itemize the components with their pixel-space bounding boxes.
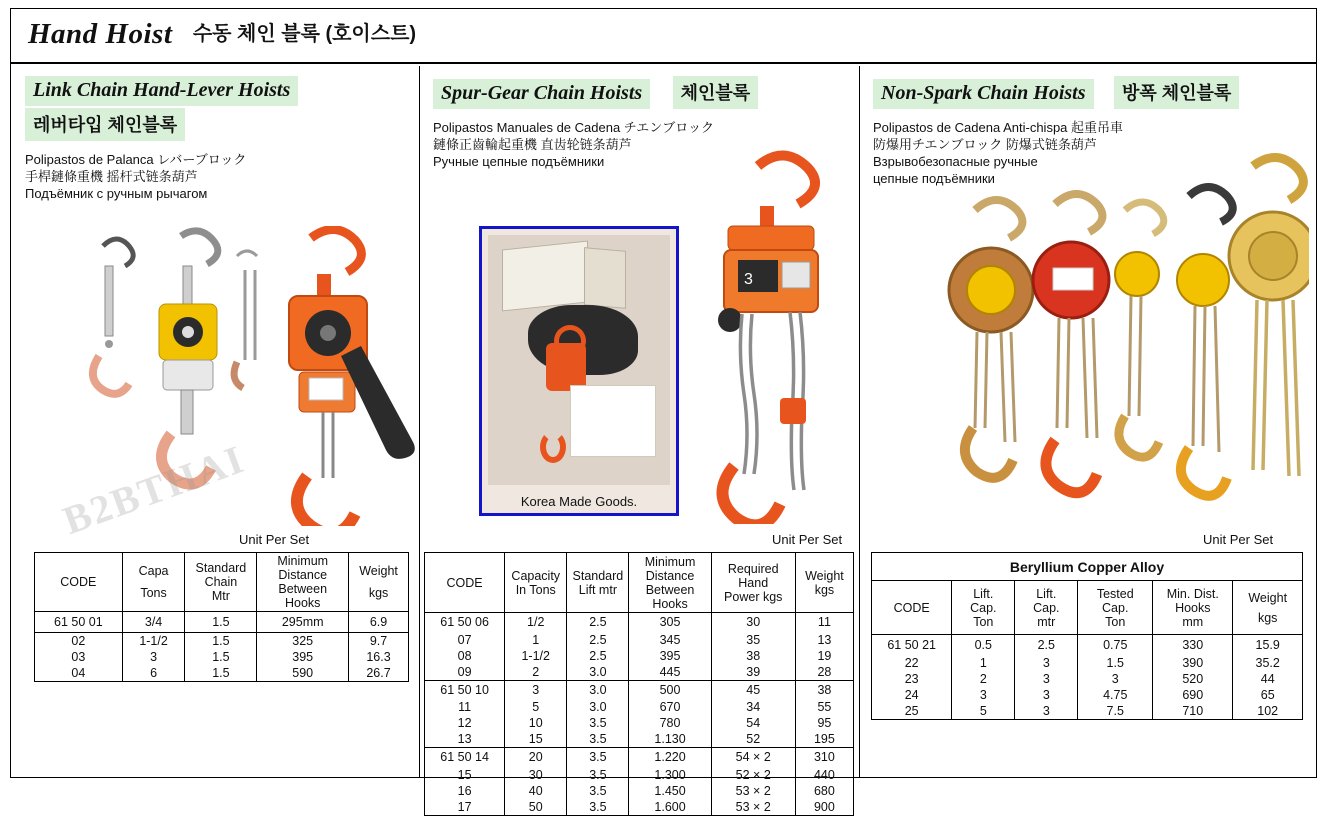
section-3-subtitle-4: цепные подъёмники [873,171,995,186]
th-capacity: Capa Tons [122,553,185,612]
table-group-title-row [872,553,1303,581]
th-weight: Weight kgs [795,553,853,613]
page-title: Hand Hoist [28,18,173,50]
hook-icon [540,431,566,463]
section-3-unit-per-set: Unit Per Set [1203,532,1274,547]
table-row: 61 50 14 20 3.5 1.220 54 × 2 310 [425,748,854,767]
table-row: 08 1-1/2 2.5 395 38 19 [425,648,854,664]
th-weight: Weight kgs [1233,581,1303,635]
table-row: 22 1 3 1.5 390 35.2 [872,655,1303,671]
photo-caption: Korea Made Goods. [520,494,638,509]
section-3-title-row [873,76,1302,109]
section-non-spark-chain-hoists [859,66,1316,778]
section-2-subtitle-3: Ручные цепные подъёмники [433,154,605,169]
section-3-subtitle-2: 防爆用チエンブロック 防爆式链条葫芦 [873,137,1097,152]
svg-text:3: 3 [744,271,753,288]
table-row: 17 50 3.5 1.600 53 × 2 900 [425,799,854,816]
section-3-title-en: Non-Spark Chain Hoists [881,82,1086,104]
page-header [28,18,1298,56]
table-header-row [425,553,854,613]
th-weight: Weight kgs [349,553,409,612]
table-row: 15 30 3.5 1.300 52 × 2 440 [425,767,854,783]
section-1-subtitle-2: 手桿鏈條重機 摇杆式链条葫芦 [25,169,198,184]
table-row: 24 3 3 4.75 690 65 [872,687,1303,703]
th-standard-chain: Standard Chain Mtr [185,553,257,612]
carton-box-secondary [584,247,626,309]
section-2-title-block [419,66,859,113]
section-2-title-kr-wrap [673,76,759,109]
section-3-title-en-wrap [873,79,1094,109]
section-1-title-block [11,66,419,145]
header-divider [11,62,1316,64]
chain-hoist-body [546,343,586,391]
section-2-title-en: Spur-Gear Chain Hoists [441,82,643,104]
section-2-title-en-wrap [433,79,650,109]
section-1-title-en: Link Chain Hand-Lever Hoists [33,79,291,101]
section-2-title-kr: 체인블록 [680,83,751,103]
section-1-title-kr: 레버타입 체인블록 [33,115,178,135]
lever-hoist-illustration [31,226,421,526]
table-row: 13 15 3.5 1.130 52 195 [425,731,854,748]
section-1-table [34,552,409,682]
section-1-subtitle-3: Подъёмник с ручным рычагом [25,186,208,201]
th-standard-lift: Standard Lift mtr [567,553,629,613]
table-row: 12 10 3.5 780 54 95 [425,715,854,731]
table-row: 61 50 21 0.5 2.5 0.75 330 15.9 [872,635,1303,655]
spur-gear-chain-hoist-illustration [694,144,864,524]
table-row: 03 3 1.5 395 16.3 [35,649,409,665]
section-link-chain-hand-lever-hoists [11,66,419,778]
section-2-title-row [433,76,845,109]
th-code: CODE [425,553,505,613]
non-spark-hoist-illustration [869,148,1309,528]
section-3-table [871,552,1303,720]
th-required-hand-power: Required Hand Power kgs [711,553,795,613]
th-code: CODE [872,581,952,635]
section-2-table [424,552,854,816]
section-3-title-kr: 방폭 체인블록 [1121,83,1232,103]
section-1-subtitles [11,145,419,202]
product-photo [488,235,670,485]
section-1-title-kr-wrap [25,108,405,141]
section-3-title-kr-wrap [1114,76,1239,109]
watermark: B2BTHAI [57,435,251,544]
carton-box [502,240,588,311]
th-min-dist-hooks: Min. Dist. Hooks mm [1153,581,1233,635]
th-lift-cap-ton: Lift. Cap. Ton [952,581,1015,635]
th-capacity-tons: Capacity In Tons [505,553,567,613]
beryllium-copper-alloy-title: Beryllium Copper Alloy [872,553,1303,581]
table-row: 11 5 3.0 670 34 55 [425,699,854,715]
table-row: 02 1-1/2 1.5 325 9.7 [35,633,409,650]
th-tested-cap-ton: Tested Cap. Ton [1078,581,1153,635]
table-row: 61 50 01 3/4 1.5 295mm 6.9 [35,612,409,633]
section-2-subtitle-1: Polipastos Manuales de Cadena チエンブロック [433,120,715,135]
section-3-subtitle-3: Взрывобезопасные ручные [873,154,1038,169]
table-row: 07 1 2.5 345 35 13 [425,632,854,648]
table-row: 09 2 3.0 445 39 28 [425,664,854,681]
section-spur-gear-chain-hoists [419,66,859,814]
table-row: 25 5 3 7.5 710 102 [872,703,1303,720]
section-1-title-kr-bg [25,108,185,141]
section-1-subtitle-1: Polipastos de Palanca レバーブロック [25,152,247,167]
th-code: CODE [35,553,123,612]
section-1-unit-per-set: Unit Per Set [239,532,310,547]
th-min-distance: Minimum Distance Between Hooks [257,553,349,612]
section-2-subtitle-2: 鏈條正齒輪起重機 直齿轮链条葫芦 [433,137,632,152]
table-row: 04 6 1.5 590 26.7 [35,665,409,682]
white-label-card [570,385,656,457]
product-photo-frame [479,226,679,516]
section-3-title-block [859,66,1316,113]
section-2-unit-per-set: Unit Per Set [772,532,843,547]
table-row: 16 40 3.5 1.450 53 × 2 680 [425,783,854,799]
table-row: 61 50 06 1/2 2.5 305 30 11 [425,613,854,632]
th-lift-cap-mtr: Lift. Cap. mtr [1015,581,1078,635]
table-header-row [35,553,409,612]
page-title-korean: 수동 체인 블록 (호이스트) [192,23,417,45]
th-min-distance: Minimum Distance Between Hooks [629,553,711,613]
section-3-subtitle-1: Polipastos de Cadena Anti-chispa 起重吊車 [873,120,1124,135]
table-row: 61 50 10 3 3.0 500 45 38 [425,680,854,699]
table-header-row [872,581,1303,635]
section-1-title-en-wrap [25,76,298,106]
table-row: 23 2 3 3 520 44 [872,671,1303,687]
